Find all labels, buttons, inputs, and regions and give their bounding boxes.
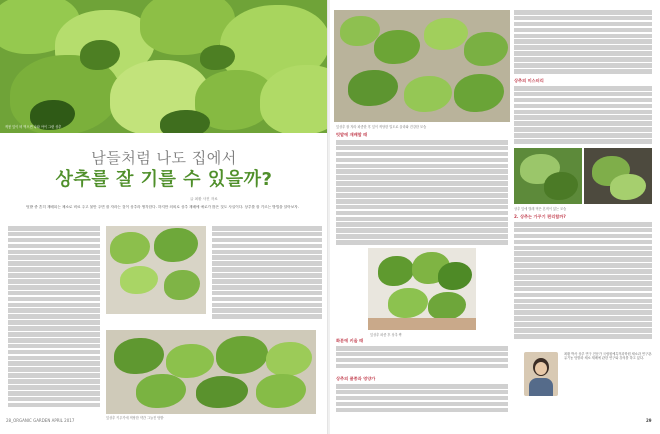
- left-page: [0, 0, 328, 434]
- subheading-easy: 2. 상추는 가꾸기 편리할까?: [514, 214, 566, 219]
- byline: 글 최환 사진 자료: [190, 197, 218, 201]
- subheading-garden: 텃밭에 재배할 때: [336, 132, 368, 137]
- headline-line2: 상추를 잘 기를 수 있을까?: [55, 169, 273, 190]
- right-column-2c: [514, 222, 652, 342]
- hero-lettuce-photo: [0, 0, 328, 133]
- right-column-1c: [336, 384, 508, 416]
- right-column-1a: [336, 140, 508, 248]
- body-column-1: [8, 226, 100, 414]
- right-column-2b: [514, 86, 652, 146]
- lead-paragraph: 텃밭 중 흔히 재배되는 채소로 비료 주고 물만 주면 잘 자라는 것이 상추라 생각한다. 하지만 의외로 상추 재배에 애로가 많은 것도 사실이다. 상추를 잘 기르는 방법을 알아보자.: [26, 205, 299, 209]
- right-column-1b: [336, 346, 508, 372]
- right-column-2a: [514, 10, 652, 76]
- author-bio: 최환 박사 상추 연구 전문가 국립원예특작과학원 채소과 연구관. 유기농 텃밭과 채소 재배에 관한 연구와 강의를 하고 있다.: [564, 352, 653, 361]
- seedling-pots-photo: [368, 248, 476, 330]
- page-number: 29: [646, 418, 652, 423]
- pest-damage-photo-right: [584, 148, 652, 204]
- hero-caption: 적봉 잎이 비 먹으면 나타 아이 그린 상추: [5, 125, 62, 129]
- headline-line1: 남들처럼 나도 집에서: [91, 149, 237, 167]
- seedbed-caption: 잎상추 잘 자라 파종한 후 잎이 적당한 밀도로 올라와 건강한 모습: [336, 125, 427, 129]
- lettuce-bed-photo: [106, 226, 206, 314]
- body-column-2: [212, 226, 322, 326]
- lettuce-seedbed-photo: [334, 10, 510, 122]
- subheading-pot: 화분에 키울 때: [336, 338, 364, 343]
- author-photo: [524, 352, 558, 396]
- right-page: [330, 0, 660, 434]
- subheading-mystery: 상추의 미스터리: [514, 78, 544, 83]
- pest-caption: 상추 잎에 벌레 먹은 흔적이 있는 모습: [514, 207, 567, 211]
- seedling-caption: 잎상추 파종 후 상추 싹: [370, 333, 402, 337]
- subheading-varieties: 상추의 품종과 영양가: [336, 376, 376, 381]
- pest-damage-photo-left: [514, 148, 582, 204]
- lettuce-caption: 잎상추 키우기에 적당한 약간 그늘진 텃밭: [106, 416, 164, 420]
- lettuce-rows-photo: [106, 330, 316, 414]
- footer-left: 28_ORGANIC GARDEN APRIL 2017: [6, 418, 75, 423]
